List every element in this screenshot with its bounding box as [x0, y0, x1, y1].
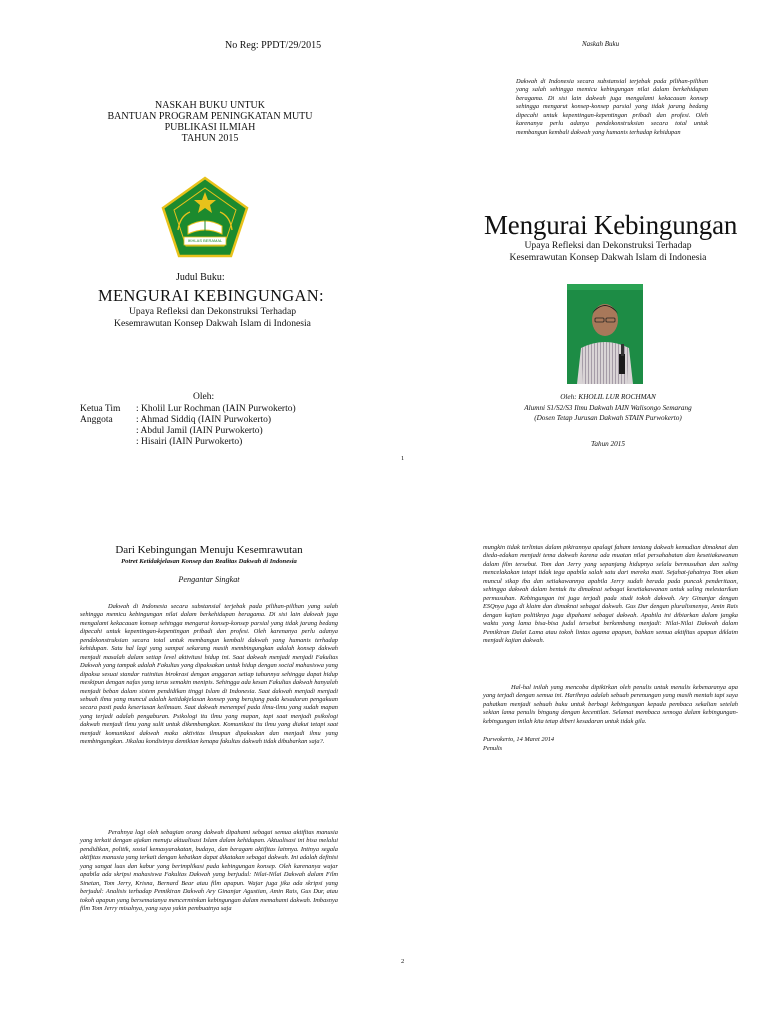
subtitle-line: Kesemrawutan Konsep Dakwah Islam di Indonesia [509, 251, 707, 263]
body-paragraph: Dakwah di Indonesia secara substansial terjebak pada pilihan-pilihan yang salah sehingga memicu kebingungan nilai dalam berkehidupan beragama. Di sisi lain dakwah juga mengalami kekacauan konsep sehingga mengarut konsep-konsep parsial yang tidak jarang bedang dipecahi untuk kepentingan-kepentingan pribadi dan profesi. Oleh karenanya perlu adanya pendekonstruksian secara total untuk membangun kembali dakwah yang humanis terhadap kehidupan. Satu hal lagi yang sampai sekarang masih membingungkan adalah konsep dakwah menjadi masalah dalam setiap level aktivitasi hidup ini. Saat dakwah menjadi menjadi Fakultas Dakwah yang tampak adalah Fakultas yang dipaksakan untuk hidup dengan social mahasiswa yang dipaksa sesuai standar rutinitas birokrasi dengan anggaran setiap tahunnya sehingga dapat hidup meskipun dengan nafas yang terus semakin menipis. Sehingga ada kesan Fakultas dakwah hanyalah menjadi beban dalam sistem pendidikan tinggi Islam di Indonesia. Saat dakwah menjadi menjadi sebuah ilmu yang muncul adalah ketidakjelasan konsep yang berujung pada kesadaran pengakuan secara pasti pada keseriusan keilmuan. Saat dakwah menempel pada ilmu-ilmu yang sudah mapan yang terjadi adalah pengaburan. Psikologi itu ilmu yang mapan, tapi saat menjadi psikologi dakwah menjadi ilmu yang sulit untuk dikembangkan. Komunikasi itu ilmu yang diakui tetapi saat menjadi komunikasi dakwah maka aktivitas ilmupun dipaksakan dan menjadi ilmu yang membingungkan. Jikalau kondisinya demikian kenapa fakultas dakwah tidak dibubarkan saja?. [80, 603, 338, 746]
body-paragraph: mungkin tidak terlintas dalam pikirannya apalagi faham tentang dakwah kemudian dimaknai dan dieda-edakan menjadi tema dakwah karena ada muatan nilai persahabatan dan kesetiakawanan dalam film tersebut. Tom dan Jerry yang sepanjang hidupnya selalu bermusuhan dan saling mencelakakan tetapi tidak tega apabila salah satu dari mereka mati. Sejahat-jahatnya Tom akan muncul sikap iba dan setiakawannya apabila Jerry sudah berada pada puncak penderitaan, sehingga dakwah dalam bentuk itu dimaknai sebagai kesetiakawanan untuk saling melestarikan permusuhan. Kebingungan ini juga terjadi pada studi tokoh dakwah. Ary Ginanjar dengan ESQnya juga di klaim dan dimaknai sebagai dakwah. Gus Dur dengan pluralismenya, Amin Rais dengan kajian politiknya juga dipahami sebagai dakwah. Apabila ini dibiarkan dalam jangka waktu yang lama bisa-bisa judul tersebut berkembang menjadi: Nilai-Nilai Dakwah dalam Pemikiran Dalai Lama atau tokoh lintas agama apapun, bahkan semua aktifitas apapun diklaim menjadi kajian dakwah. [483, 544, 738, 644]
page-number: 1 [401, 455, 405, 462]
author-photo [567, 284, 643, 384]
author-name: : Kholil Lur Rochman (IAIN Purwokerto) [136, 404, 296, 414]
cover-title: Mengurai Kebingungan [484, 210, 738, 240]
heading-line: NASKAH BUKU UNTUK [155, 100, 265, 111]
heading-line: PUBLIKASI ILMIAH [164, 122, 256, 133]
place-date: Purwokerto, 14 Maret 2014 [483, 736, 555, 743]
running-header: Naskah Buku [582, 40, 620, 48]
oleh-label: Oleh: [193, 392, 215, 402]
body-paragraph: Perahnya lagi oleh sebagian orang dakwah dipahami sebagai semua aktifitas manusia yang terkait dengan ajakan menuju aktualisasi Islam dalam kehidupan. Aktualisasi ini bisa melalui pendidikan, politik, sosial kemasyarakatan, budaya, dan beragam aktifitas lainnya. Intinya segala aktifitas manusia yang terkait dengan kebaikan dapat dikatakan sebagai dakwah. Ini adalah definisi yang sangat luas dan kabur yang berimplikasi pada kebingungan konsep. Oleh karenanya wajar apabila ada skripsi mahasiswa Fakultas Dakwah yang berjudul: Nilai-Nilai Dakwah dalam Film Sinetan, Tom Jerry, Krisna, Bernard Bear atau film apapun. Wajar juga jika ada skripsi yang berjudul: Analisis terhadap Pemikiran Dakwah Ary Ginanjar Agustian, Amin Rais, Gus Dur, atau tokoh apapun yang bersemaianya mencerminkan kebingungan dalam memahami dakwah. Imbasnya film Tom Jerry misalnya, yang saya yakin pembuatnya saja [80, 829, 338, 913]
author-name: : Hisairi (IAIN Purwokerto) [136, 436, 243, 447]
body-paragraph: Hal-hal inilah yang mencoba dipikirkan oleh penulis untuk menulis kebenaranya apa yang terjadi dengan semua ini. Harihnya adalah sebuah perenungan yang masih mentah tapi saya pahatkan menjadi sebuah buku untuk berbagi kebingungan kepada pembaca sekalian setelah sekian lama penulis bingung dengan kecentilan. Selamat membaca semoga dalam kebingungan-kebingungan inilah kita tetap diberi kesadaran untuk tidak gila. [483, 684, 738, 725]
alumni-line: Alumni S1/S2/S3 Ilmu Dakwah IAIN Walisongo Semarang [524, 404, 692, 412]
dosen-line: (Dosen Tetap Jurusan Dakwah STAIN Purwokerto) [534, 414, 682, 422]
page1-left [70, 36, 390, 456]
page2-right [483, 544, 738, 804]
program-heading [70, 100, 350, 144]
cover-subtitle [484, 240, 732, 263]
author-role: Anggota [80, 414, 113, 425]
logo-emblem-icon [160, 176, 250, 258]
portrait-icon [567, 284, 643, 384]
author-name: : Ahmad Siddiq (IAIN Purwokerto) [136, 414, 272, 425]
chapter-subtitle: Potret Ketidakjelasan Konsep dan Realitas Dakwah di Indonesia [121, 558, 297, 565]
chapter-title: Dari Kebingungan Menuju Kesemrawutan [115, 544, 303, 556]
author-name: : Abdul Jamil (IAIN Purwokerto) [136, 425, 263, 436]
cover-blurb: Dakwah di Indonesia secara substansial terjebak pada pilihan-pilihan yang salah sehingga memicu kebingungan nilai dalam berkehidupan beragama. Di sisi lain dakwah juga mengalami kekacauan konsep sehingga mengarut konsep-konsep parsial yang tidak jarang bedang dipecahi untuk kepentingan-kepentingan pribadi dan profesi. Oleh karenanya perlu adanya pendekonstruksian secara total untuk membangun kembali dakwah yang humanis terhadap kehidupan [516, 78, 708, 136]
judul-label: Judul Buku: [176, 272, 225, 283]
registration-number: No Reg: PPDT/29/2015 [225, 40, 322, 51]
book-title: MENGURAI KEBINGUNGAN: [98, 286, 324, 305]
page-number: 2 [401, 958, 405, 965]
subtitle-line: Kesemrawutan Konsep Dakwah Islam di Indonesia [114, 317, 311, 329]
author-row [80, 404, 296, 415]
author-row [80, 437, 296, 448]
section-heading: Pengantar Singkat [178, 575, 240, 584]
kemenag-logo [160, 176, 250, 258]
author-row [80, 415, 296, 426]
heading-line: TAHUN 2015 [181, 133, 239, 144]
page1-right [470, 36, 740, 466]
subtitle-line: Upaya Refleksi dan Dekonstruksi Terhadap [129, 306, 296, 317]
author-line: Oleh: KHOLIL LUR ROCHMAN [560, 393, 656, 401]
author-role: Ketua Tim [80, 404, 121, 414]
subtitle-line: Upaya Refleksi dan Dekonstruksi Terhadap [524, 240, 692, 251]
author-list [80, 404, 296, 448]
page2-left [80, 540, 338, 960]
logo-motto: IKHLAS BERAMAL [187, 238, 223, 243]
author-row [80, 426, 296, 437]
year-line: Tahun 2015 [591, 440, 625, 448]
signature-author: Penulis [483, 745, 503, 752]
book-subtitle [70, 306, 355, 330]
heading-line: BANTUAN PROGRAM PENINGKATAN MUTU [107, 111, 313, 122]
